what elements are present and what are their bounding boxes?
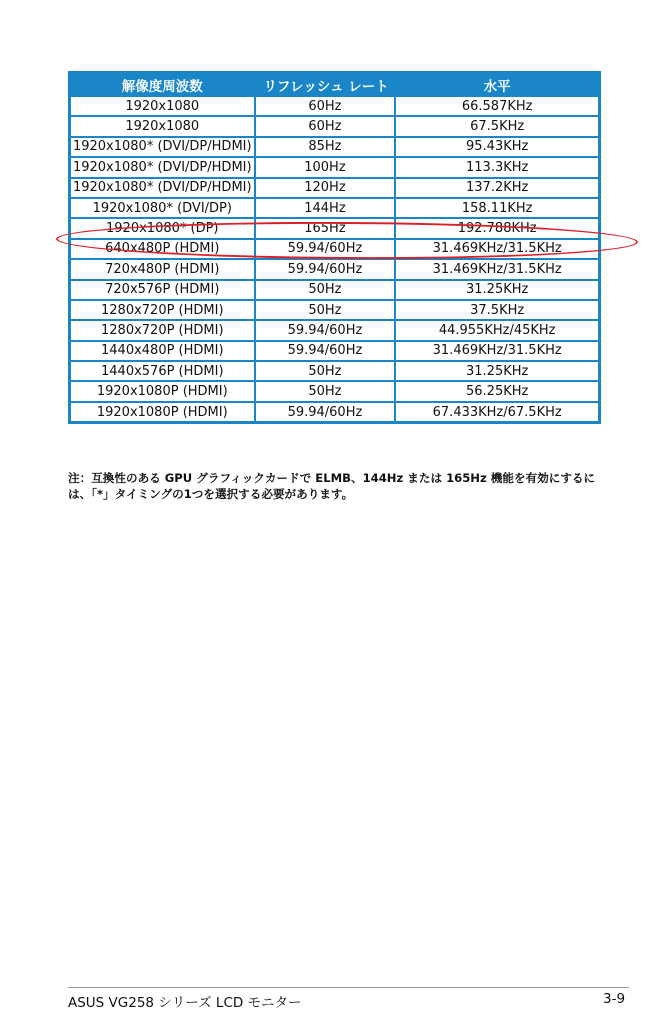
cell-resolution: 1920x1080P (HDMI) — [70, 402, 255, 423]
cell-resolution: 1920x1080* (DVI/DP/HDMI) — [70, 178, 255, 198]
cell-horizontal-frequency: 31.25KHz — [395, 280, 599, 300]
cell-resolution: 1920x1080* (DVI/DP/HDMI) — [70, 157, 255, 177]
cell-resolution: 1440x480P (HDMI) — [70, 341, 255, 361]
cell-resolution: 1920x1080* (DP) — [70, 218, 255, 238]
cell-refresh-rate: 59.94/60Hz — [255, 259, 396, 279]
table-row — [70, 259, 600, 279]
table-row — [70, 157, 600, 177]
page-number: 3-9 — [603, 991, 626, 1007]
table-row — [70, 218, 600, 238]
cell-refresh-rate: 50Hz — [255, 280, 396, 300]
cell-horizontal-frequency: 31.25KHz — [395, 361, 599, 381]
table-row — [70, 320, 600, 340]
header-resolution: 解像度周波数 — [70, 73, 255, 97]
footer-title: ASUS VG258 シリーズ LCD モニター — [68, 995, 302, 1011]
table-row — [70, 116, 600, 136]
cell-horizontal-frequency: 37.5KHz — [395, 300, 599, 320]
cell-horizontal-frequency: 31.469KHz/31.5KHz — [395, 341, 599, 361]
cell-horizontal-frequency: 31.469KHz/31.5KHz — [395, 259, 599, 279]
cell-horizontal-frequency: 44.955KHz/45KHz — [395, 320, 599, 340]
cell-refresh-rate: 59.94/60Hz — [255, 320, 396, 340]
cell-refresh-rate: 59.94/60Hz — [255, 341, 396, 361]
table-row — [70, 402, 600, 423]
cell-refresh-rate: 60Hz — [255, 116, 396, 136]
table-row — [70, 280, 600, 300]
table-row — [70, 239, 600, 259]
cell-horizontal-frequency: 56.25KHz — [395, 381, 599, 401]
cell-refresh-rate: 59.94/60Hz — [255, 239, 396, 259]
cell-refresh-rate: 50Hz — [255, 361, 396, 381]
table-row — [70, 96, 600, 116]
cell-refresh-rate: 60Hz — [255, 96, 396, 116]
cell-resolution: 720x480P (HDMI) — [70, 259, 255, 279]
table-row — [70, 198, 600, 218]
cell-resolution: 1280x720P (HDMI) — [70, 320, 255, 340]
cell-horizontal-frequency: 137.2KHz — [395, 178, 599, 198]
cell-resolution: 1920x1080 — [70, 116, 255, 136]
table-row — [70, 300, 600, 320]
cell-resolution: 1280x720P (HDMI) — [70, 300, 255, 320]
cell-refresh-rate: 165Hz — [255, 218, 396, 238]
table-row — [70, 178, 600, 198]
table-row — [70, 137, 600, 157]
cell-horizontal-frequency: 95.43KHz — [395, 137, 599, 157]
table-header-row — [70, 73, 600, 97]
cell-resolution: 1920x1080* (DVI/DP) — [70, 198, 255, 218]
table-row — [70, 361, 600, 381]
cell-resolution: 720x576P (HDMI) — [70, 280, 255, 300]
header-horizontal: 水平 — [395, 73, 599, 97]
cell-horizontal-frequency: 67.433KHz/67.5KHz — [395, 402, 599, 423]
cell-refresh-rate: 85Hz — [255, 137, 396, 157]
cell-horizontal-frequency: 67.5KHz — [395, 116, 599, 136]
cell-horizontal-frequency: 192.788KHz — [395, 218, 599, 238]
footer-divider — [68, 987, 629, 988]
compatibility-note: 注：互換性のある GPU グラフィックカードで ELMB、144Hz または 165Hz 機能を有効にするには、「*」タイミングの1つを選択する必要があります。 — [68, 471, 596, 501]
cell-horizontal-frequency: 31.469KHz/31.5KHz — [395, 239, 599, 259]
cell-resolution: 640x480P (HDMI) — [70, 239, 255, 259]
cell-refresh-rate: 100Hz — [255, 157, 396, 177]
table-row — [70, 381, 600, 401]
header-refresh-rate: リフレッシュ レート — [255, 73, 396, 97]
cell-refresh-rate: 50Hz — [255, 381, 396, 401]
cell-resolution: 1920x1080P (HDMI) — [70, 381, 255, 401]
cell-resolution: 1920x1080* (DVI/DP/HDMI) — [70, 137, 255, 157]
cell-horizontal-frequency: 113.3KHz — [395, 157, 599, 177]
cell-resolution: 1440x576P (HDMI) — [70, 361, 255, 381]
cell-horizontal-frequency: 158.11KHz — [395, 198, 599, 218]
cell-refresh-rate: 59.94/60Hz — [255, 402, 396, 423]
cell-refresh-rate: 144Hz — [255, 198, 396, 218]
table-row — [70, 341, 600, 361]
cell-resolution: 1920x1080 — [70, 96, 255, 116]
cell-horizontal-frequency: 66.587KHz — [395, 96, 599, 116]
timing-table — [68, 71, 601, 424]
cell-refresh-rate: 120Hz — [255, 178, 396, 198]
cell-refresh-rate: 50Hz — [255, 300, 396, 320]
